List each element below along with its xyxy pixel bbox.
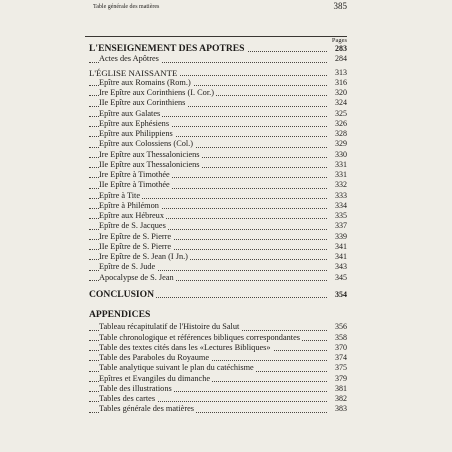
- toc-entry: [89, 78, 347, 88]
- toc-entry: [89, 374, 347, 384]
- pages-column-label: Pages: [331, 37, 347, 44]
- page-ref: 320: [335, 88, 347, 97]
- page-ref: 337: [335, 221, 347, 231]
- toc-entry: [89, 404, 347, 414]
- section-title: APPENDICES: [89, 310, 151, 320]
- page-ref: 370: [335, 342, 347, 352]
- toc-entry: [89, 109, 347, 119]
- entry-title: IIe Epître aux Corinthiens: [99, 98, 186, 108]
- page-ref: 341: [335, 241, 347, 251]
- page-ref: 316: [335, 77, 347, 87]
- section-title: L'ENSEIGNEMENT DES APOTRES: [89, 44, 245, 54]
- entry-title: Apocalypse de S. Jean: [99, 272, 174, 282]
- toc-section-heading: [89, 44, 347, 54]
- page-ref: 331: [335, 170, 347, 179]
- toc-entry: [89, 201, 347, 211]
- entry-title: Tableau récapitulatif de l'Histoire du Salut: [99, 322, 240, 332]
- entry-title: IIe Epître de S. Pierre: [99, 241, 172, 251]
- entry-title: Epître aux Philippiens: [99, 129, 173, 138]
- page-ref: 328: [335, 129, 347, 138]
- page-ref: 329: [335, 139, 347, 149]
- page-ref: 382: [335, 394, 347, 403]
- entry-title: Ire Epître à Timothée: [99, 170, 170, 179]
- running-title: Table générale des matières: [93, 4, 160, 10]
- entry-title: IIe Epître aux Thessaloniciens: [99, 159, 200, 169]
- page-ref: 339: [335, 231, 347, 241]
- entry-title: Actes des Apôtres: [99, 54, 159, 64]
- entry-title: IIe Epître à Timothée: [99, 180, 170, 190]
- toc-entry: [89, 232, 347, 242]
- toc-entry: [89, 221, 347, 231]
- toc-entry: [89, 160, 347, 170]
- entry-title: Ire Epître aux Corinthiens (I. Cor.): [99, 88, 214, 97]
- entry-title: Table analytique suivant le plan du catéchisme: [99, 363, 254, 373]
- toc-entry: [89, 252, 347, 262]
- entry-title: Epître aux Romains (Rom.): [99, 77, 191, 87]
- toc-entry: [89, 211, 347, 221]
- toc-entry: [89, 242, 347, 252]
- entry-title: Ire Epître de S. Pierre: [99, 231, 172, 241]
- page-ref: 383: [335, 404, 347, 414]
- page-ref: 358: [335, 332, 347, 342]
- page-ref: 330: [335, 149, 347, 159]
- running-header: [93, 3, 347, 11]
- toc-entry: [89, 333, 347, 343]
- toc-section-heading: [89, 310, 347, 320]
- page-ref: 343: [335, 262, 347, 272]
- toc-entry: [89, 180, 347, 190]
- toc-entry: [89, 353, 347, 363]
- page-ref: 332: [335, 180, 347, 190]
- toc-entry: [89, 273, 347, 283]
- entry-title: Ire Epître aux Thessaloniciens: [99, 149, 200, 159]
- page-ref: 334: [335, 200, 347, 210]
- entry-title: Ire Epître de S. Jean (I Jn.): [99, 252, 188, 261]
- table-of-contents: [89, 44, 347, 415]
- entry-title: Epître de S. Jacques: [99, 221, 166, 231]
- entry-title: Table des Paraboles du Royaume: [99, 353, 210, 362]
- entry-title: Tables générale des matières: [99, 404, 195, 414]
- toc-entry: [89, 322, 347, 332]
- page-ref: 313: [335, 67, 347, 77]
- page-ref: 284: [335, 54, 347, 64]
- page-ref: 375: [335, 363, 347, 373]
- toc-entry: [89, 384, 347, 394]
- page-ref: 341: [335, 252, 347, 261]
- entry-title: Epître à Tite: [99, 190, 141, 200]
- entry-title: Epître aux Ephésiens: [99, 118, 170, 128]
- toc-entry: [89, 88, 347, 98]
- toc-entry: [89, 191, 347, 201]
- entry-title: Epître aux Hébreux: [99, 211, 164, 220]
- page-ref: 335: [335, 211, 347, 220]
- page-ref: 283: [335, 44, 347, 53]
- entry-title: Table chronologique et références bibliques correspondantes: [99, 332, 301, 342]
- page-ref: 379: [335, 373, 347, 383]
- toc-entry: [89, 343, 347, 353]
- toc-entry: [89, 98, 347, 108]
- page-ref: 374: [335, 353, 347, 362]
- toc-entry: [89, 394, 347, 404]
- toc-entry: [89, 262, 347, 272]
- page-ref: 325: [335, 108, 347, 118]
- toc-entry: [89, 129, 347, 139]
- entry-title: Epître de S. Jude: [99, 262, 156, 272]
- toc-section-heading: [89, 68, 347, 78]
- page-ref: 354: [335, 289, 347, 299]
- section-gap: [89, 283, 347, 290]
- toc-entry: [89, 150, 347, 160]
- entry-title: Epître aux Colossiens (Col.): [99, 139, 194, 149]
- section-gap: [89, 300, 347, 310]
- entry-title: Table des illustrations: [99, 383, 172, 393]
- page-ref: 331: [335, 159, 347, 169]
- entry-title: Tables des cartes: [99, 394, 156, 403]
- page-ref: 326: [335, 118, 347, 128]
- toc-entry: [89, 54, 347, 64]
- toc-entry: [89, 139, 347, 149]
- section-title: CONCLUSION: [89, 289, 155, 300]
- page-ref: 356: [335, 322, 347, 332]
- page-number: 385: [333, 1, 347, 11]
- entry-title: Table des textes cités dans les «Lectures Bibliques»: [99, 342, 271, 352]
- toc-entry: [89, 170, 347, 180]
- page-ref: 345: [335, 272, 347, 282]
- entry-title: Epître à Philémon: [99, 200, 159, 210]
- page-ref: 324: [335, 98, 347, 108]
- section-title: L'ÉGLISE NAISSANTE: [89, 67, 178, 78]
- toc-entry: [89, 119, 347, 129]
- entry-title: Epître aux Galates: [99, 108, 161, 118]
- toc-entry: [89, 363, 347, 373]
- page-ref: 381: [335, 383, 347, 393]
- page-ref: 333: [335, 190, 347, 200]
- toc-section-heading: [89, 290, 347, 300]
- entry-title: Epîtres et Evangiles du dimanche: [99, 373, 211, 383]
